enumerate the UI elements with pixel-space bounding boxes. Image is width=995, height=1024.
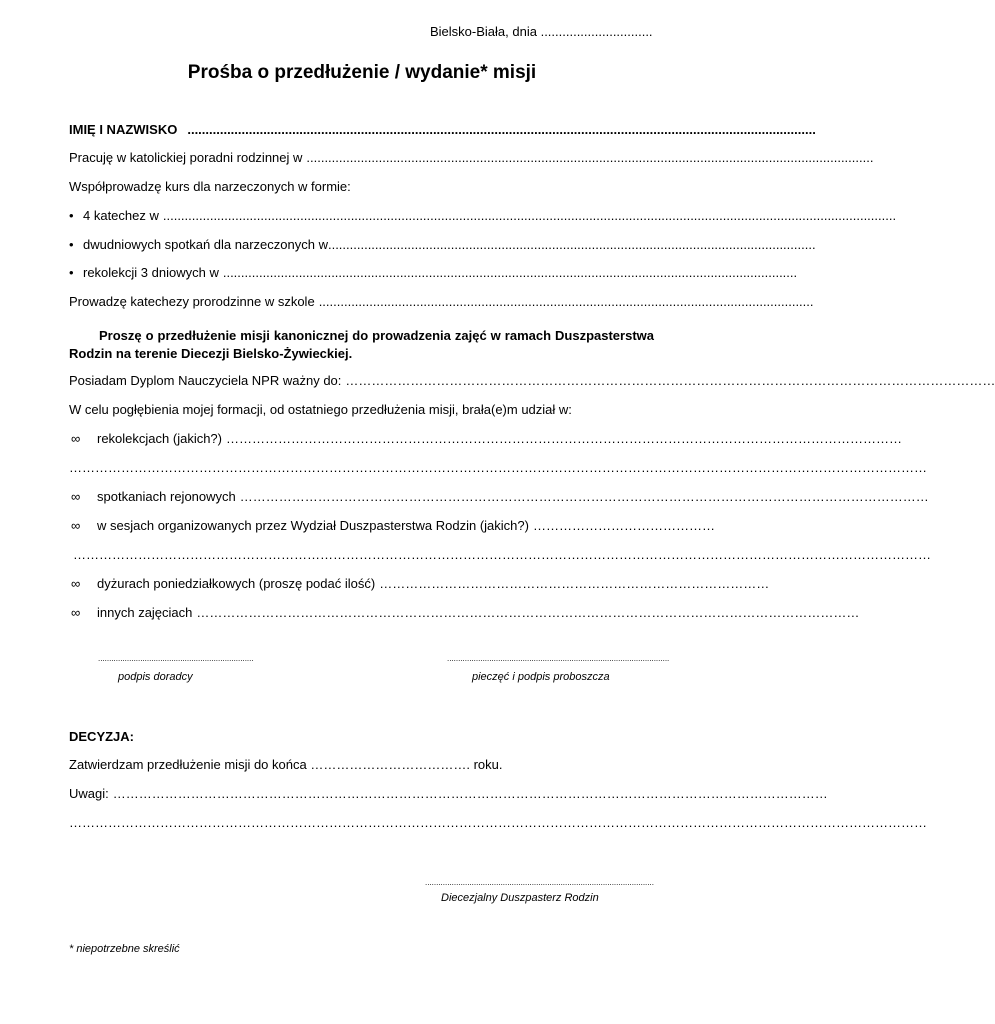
formation-item-sessions: ∞ w sesjach organizowanych przez Wydział Duszpasterstwa Rodzin (jakich?) …………………………………… [71,518,715,533]
diocesan-signature-line: ....................................................................................................... [425,878,654,887]
footnote: * niepotrzebne skreślić [69,943,180,955]
formation-item-retreats: ∞ rekolekcjach (jakich?) ………………………………………………………………………………………………………………………………………… [71,431,902,446]
page-title: Prośba o przedłużenie / wydanie* misji [187,62,537,83]
advisor-signature-line: ...................................................................... [98,654,254,663]
course-option-meetings: • dwudniowych spotkań dla narzeczonych w ....................................................................................................................................... [69,237,816,252]
pastor-signature-line: .................................................................................................... [447,654,670,663]
place-date: Bielsko-Biała, dnia ............................... [430,24,653,39]
pastor-signature-label: pieczęć i podpis proboszcza [472,671,610,683]
course-option-catechesis: • 4 katechez w ........................................................................................................................................................................................................... [69,208,897,223]
advisor-signature-label: podpis doradcy [118,671,193,683]
formation-blank-line-1: ……………………………………………………………………………………………………………………………………………………………………………… [69,460,927,475]
name-field: IMIĘ I NAZWISKO .............................................................................................................................................................................. [69,122,816,137]
request-paragraph: Proszę o przedłużenie misji kanonicznej do prowadzenia zajęć w ramach Duszpasterstwa Rodzin na terenie Diecezji Bielsko-Żywieckiej. [69,328,654,361]
school-field: Prowadzę katechezy prorodzinne w szkole ......................................................................................................................................... [69,294,814,309]
formation-blank-line-2: ……………………………………………………………………………………………………………………………………………………………………………… [73,547,931,562]
formation-item-duty: ∞ dyżurach poniedziałkowych (proszę podać ilość) ……………………………………………………………………………… [71,576,770,591]
decision-approve-line: Zatwierdzam przedłużenie misji do końca ………………………………. roku. [69,757,503,772]
remarks-blank-line: ……………………………………………………………………………………………………………………………………………………………………………… [69,815,927,830]
decision-heading: DECYZJA: [69,729,135,744]
course-option-retreat: • rekolekcji 3 dniowych w ............................................................................................................................................................... [69,265,798,280]
formation-item-regional: ∞ spotkaniach rejonowych …………………………………………………………………………………………………………………………………………… [71,489,929,504]
counseling-field: Pracuję w katolickiej poradni rodzinnej w ............................................................................................................................................................. [69,150,874,165]
diocesan-signature-label: Diecezjalny Duszpasterz Rodzin [441,892,599,904]
remarks-field: Uwagi: ………………………………………………………………………………………………………………………………………………… [69,786,828,801]
formation-intro: W celu pogłębienia mojej formacji, od ostatniego przedłużenia misji, brała(e)m udział w: [69,402,572,417]
course-intro: Współprowadzę kurs dla narzeczonych w formie: [69,179,351,194]
diploma-field: Posiadam Dyplom Nauczyciela NPR ważny do: …………………………………………………………………………………………………………………………………… [69,373,995,388]
formation-item-other: ∞ innych zajęciach ……………………………………………………………………………………………………………………………………… [71,605,860,620]
